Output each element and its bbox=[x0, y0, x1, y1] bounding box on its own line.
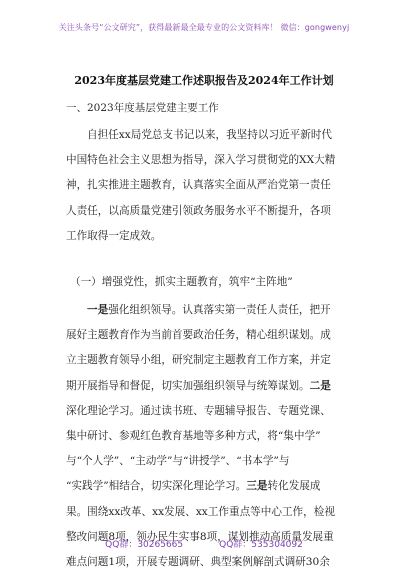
intro-line: 中国特色社会主义思想为指导，深入学习贯彻党的XX大精 bbox=[66, 154, 336, 167]
body-text: 强化组织领导。认真落实第一责任人责任，把开 bbox=[108, 304, 331, 316]
section-heading: 一、2023年度基层党建主要工作 bbox=[66, 102, 219, 114]
emphasis-text: 一是 bbox=[87, 304, 109, 316]
emphasis-text: 三是 bbox=[246, 480, 268, 493]
body-line: 果。围绕xx改革、xx发展、xx工作重点等中心工作，检视 bbox=[66, 505, 335, 518]
body-line: 与“个人学”、“主动学”与“讲授学”、“书本学”与 bbox=[66, 455, 290, 468]
body-line: 展好主题教育作为当前首要政治任务，精心组织谋划。成 bbox=[66, 329, 331, 342]
document-title: 2023年度基层党建工作述职报告及2024年工作计划 bbox=[74, 74, 334, 87]
intro-line: 神，扎实推进主题教育，认真落实全面从严治党第一责任 bbox=[66, 179, 331, 192]
intro-line: 人责任，以高质量党建引领政务服务水平不断提升，各项 bbox=[66, 204, 331, 217]
body-line: 立主题教育领导小组，研究制定主题教育工作方案，并定 bbox=[66, 354, 331, 367]
body-text: 转化发展成 bbox=[267, 480, 321, 493]
intro-line: 工作取得一定成效。 bbox=[66, 229, 162, 242]
body-text: 期开展指导和督促，切实加强组织领导与统筹谋划。 bbox=[66, 379, 310, 392]
body-line: 集中研讨、参观红色教育基地等多种方式，将“集中学” bbox=[66, 430, 321, 443]
body-line bbox=[66, 474, 338, 499]
body-line bbox=[66, 374, 338, 399]
body-paragraph bbox=[66, 298, 338, 575]
subheading-text: （一）增强党性，抓实主题教育，筑牢“主阵地” bbox=[70, 276, 293, 288]
footer-qq-group-2: QQ群：535304092 bbox=[219, 540, 303, 550]
subheading bbox=[70, 270, 342, 295]
body-line bbox=[66, 298, 338, 323]
body-line: 难点问题1项，开展专题调研、典型案例解剖式调研30余 bbox=[66, 556, 330, 569]
intro-paragraph bbox=[66, 123, 338, 249]
body-line: 整改问题8项，领办民生实事8项，谋划推动高质量发展重 bbox=[66, 530, 334, 543]
intro-line: 自担任xx局党总支书记以来，我坚持以习近平新时代 bbox=[87, 129, 333, 141]
body-text: “实践学”相结合，切实深化理论学习。 bbox=[66, 480, 247, 493]
footer bbox=[0, 537, 408, 550]
footer-qq-group-1: QQ群：30265665 bbox=[105, 540, 184, 550]
body-line: 深化理论学习。通过读书班、专题辅导报告、专题党课、 bbox=[66, 404, 331, 417]
header-notice: 关注头条号“公文研究”，获得最新最全最专业的公文资料库！ 微信：gongwenyj bbox=[58, 23, 350, 32]
emphasis-text: 二是 bbox=[309, 379, 331, 392]
